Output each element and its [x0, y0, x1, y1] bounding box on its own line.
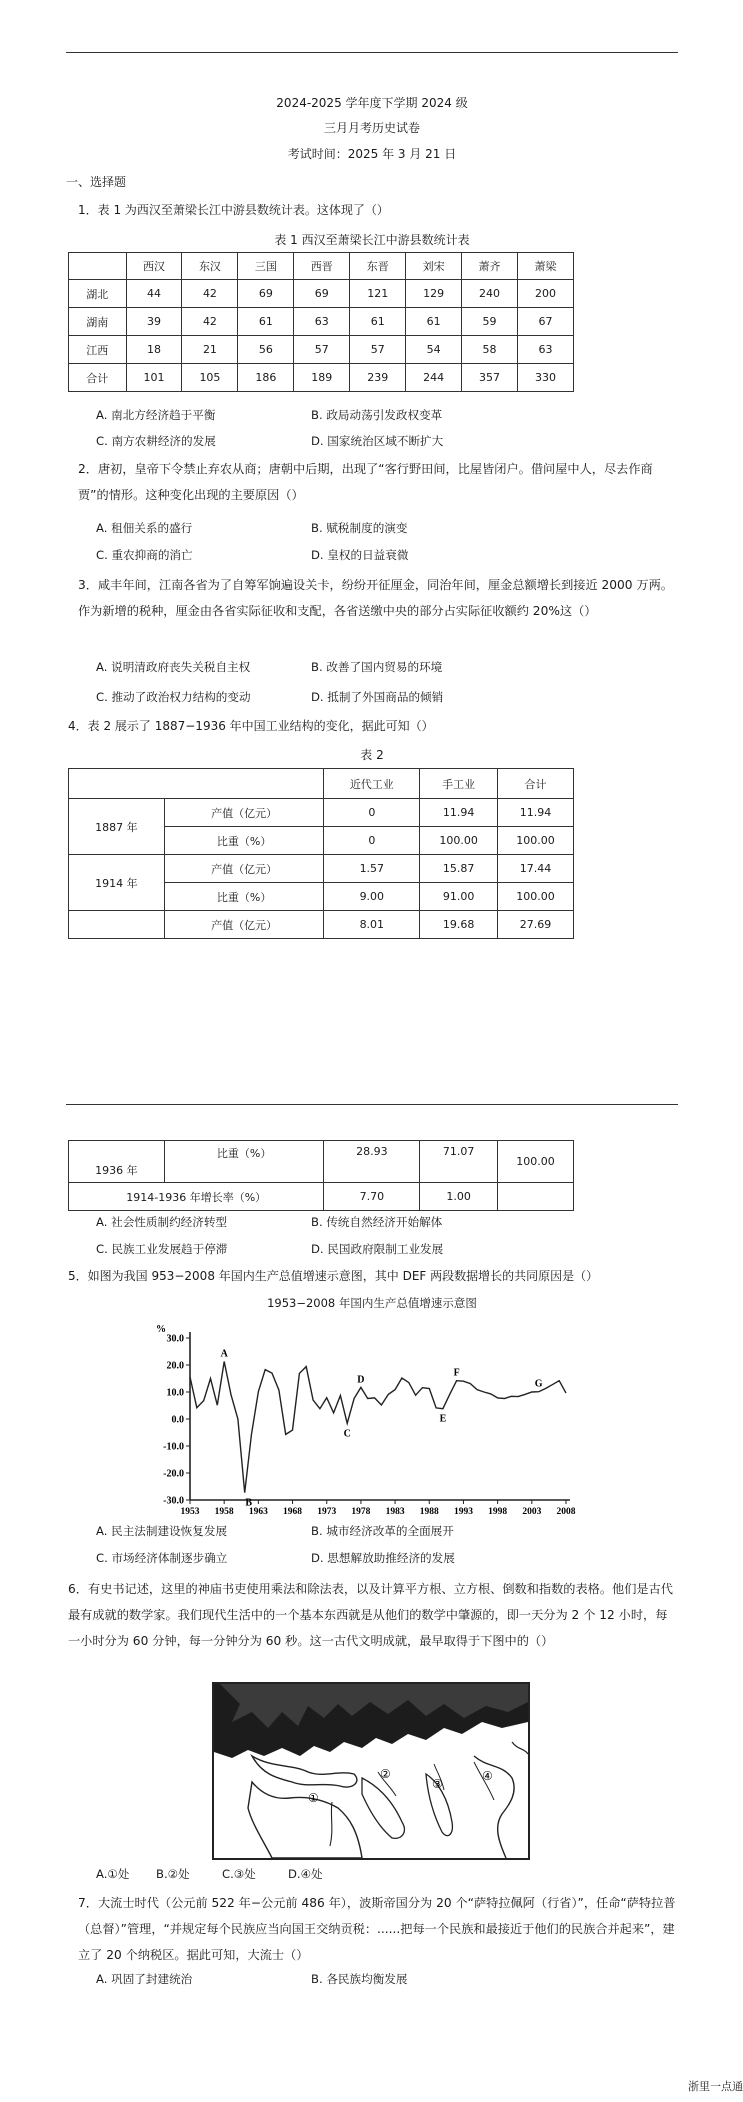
y-tick-label: 0.0: [171, 1414, 184, 1426]
table-1-cell: 44: [126, 280, 182, 308]
table-1-cell: 59: [462, 308, 518, 336]
chart-annotation-f: F: [453, 1367, 460, 1379]
chart-annotation-c: C: [343, 1428, 351, 1440]
exam-title: 三月月考历史试卷: [323, 121, 420, 135]
x-tick-label: 1963: [248, 1507, 268, 1517]
chart-annotation-d: D: [357, 1374, 365, 1386]
table-1-cell: 330: [518, 364, 574, 392]
chart-annotation-a: A: [220, 1348, 228, 1360]
chart-y-unit: %: [156, 1324, 166, 1335]
table-1-cell: 357: [462, 364, 518, 392]
table-2-cell: 27.69: [498, 911, 574, 939]
map-site-4: ④: [482, 1769, 493, 1783]
table-2-cell: 15.87: [420, 855, 498, 883]
table-1-header-cell: 东晋: [350, 253, 406, 280]
table-1-cell: 61: [238, 308, 294, 336]
table-1-row: [69, 364, 574, 392]
y-tick-label: -10.0: [163, 1441, 184, 1453]
table-2-year-1936-label: 1936 年: [95, 1164, 138, 1177]
table-1-cell: 61: [350, 308, 406, 336]
q3-option-c[interactable]: C. 推动了政治权力结构的变动: [96, 690, 251, 704]
question-3-stem: 3．咸丰年间，江南各省为了自筹军饷遍设关卡，纷纷开征厘金，同治年间，厘金总额增长到接近 2000 万两。作为新增的税种，厘金由各省实际征收和支配，各省送缴中央的部分占实际征收额约 20%这（）: [78, 578, 673, 618]
table-1-cell: 56: [238, 336, 294, 364]
table-2-cell: 91.00: [420, 883, 498, 911]
table-1-cell: 239: [350, 364, 406, 392]
top-rule: [66, 52, 678, 53]
ancient-world-map: [212, 1682, 530, 1860]
table-1-cell: 63: [294, 308, 350, 336]
table-2-cell: 9.00: [324, 883, 420, 911]
map-site-3: ③: [432, 1777, 443, 1791]
y-tick-label: -30.0: [163, 1495, 184, 1507]
table-2-cell: 71.07: [420, 1141, 498, 1183]
table-2-year-blank: [69, 911, 165, 939]
table-2-corner: [69, 769, 324, 799]
q6-option-a[interactable]: A.①处: [96, 1867, 130, 1881]
gdp-growth-chart: [148, 1318, 578, 1518]
table-2-cell: 0: [324, 799, 420, 827]
table-1-header-cell: [69, 253, 127, 280]
table-1-cell: 129: [406, 280, 462, 308]
table-1-row-label: 江西: [69, 336, 127, 364]
x-tick-label: 1978: [351, 1507, 371, 1517]
table-1-cell: 58: [462, 336, 518, 364]
table-2-cell: 19.68: [420, 911, 498, 939]
table-1-cell: 57: [294, 336, 350, 364]
table-1-row: [69, 336, 574, 364]
table-2-cell: 7.70: [324, 1183, 420, 1211]
q2-option-c[interactable]: C. 重农抑商的消亡: [96, 548, 193, 562]
table-1-cell: 105: [182, 364, 238, 392]
table-2-cell: 17.44: [498, 855, 574, 883]
chart-x-ticks: [180, 1497, 576, 1517]
table-2-col-handicraft: 手工业: [420, 769, 498, 799]
x-tick-label: 2003: [522, 1507, 542, 1517]
footer-watermark: 浙里一点通: [688, 2080, 743, 2093]
q1-option-b[interactable]: B. 政局动荡引发政权变革: [311, 408, 443, 422]
table-1-cell: 57: [350, 336, 406, 364]
table-1-cell: 54: [406, 336, 462, 364]
table-1-cell: 67: [518, 308, 574, 336]
table-1-cell: 69: [294, 280, 350, 308]
chart-y-ticks: [163, 1334, 190, 1507]
x-tick-label: 1958: [214, 1507, 234, 1517]
table-2-cell: 8.01: [324, 911, 420, 939]
table-2-col-modern: 近代工业: [324, 769, 420, 799]
table-1-cell: 21: [182, 336, 238, 364]
table-2-cell: 1.57: [324, 855, 420, 883]
question-2-stem: 2．唐初，皇帝下令禁止弃农从商；唐朝中后期，出现了“客行野田间，比屋皆闭户。借问屋中人，尽去作商贾”的情形。这种变化出现的主要原因（）: [78, 462, 653, 502]
question-4-stem: 4．表 2 展示了 1887−1936 年中国工业结构的变化，据此可知（）: [68, 719, 434, 733]
table-2-year-1914: 1914 年: [69, 855, 165, 911]
q4-option-a[interactable]: A. 社会性质制约经济转型: [96, 1215, 228, 1229]
y-tick-label: 30.0: [166, 1333, 184, 1345]
table-1-cell: 186: [238, 364, 294, 392]
table-2-label: 比重（%）: [164, 883, 324, 911]
table-1-row: [69, 308, 574, 336]
table-2-label: 比重（%）: [164, 1141, 324, 1183]
section-heading: 一、选择题: [66, 175, 127, 189]
x-tick-label: 1993: [453, 1507, 473, 1517]
gdp-growth-line: [190, 1362, 566, 1493]
q4-option-c[interactable]: C. 民族工业发展趋于停滞: [96, 1242, 228, 1256]
exam-time: 考试时间：2025 年 3 月 21 日: [287, 147, 457, 161]
q2-option-a[interactable]: A. 租佃关系的盛行: [96, 521, 193, 535]
x-tick-label: 2008: [556, 1507, 576, 1517]
table-2-cell: 0: [324, 827, 420, 855]
chart-annotation-e: E: [439, 1413, 447, 1425]
q4-option-b[interactable]: B. 传统自然经济开始解体: [311, 1215, 443, 1229]
q7-option-b[interactable]: B. 各民族均衡发展: [311, 1972, 408, 1986]
y-tick-label: 10.0: [166, 1387, 184, 1399]
table-2-cell: 100.00: [420, 827, 498, 855]
table-1-header-cell: 西晋: [294, 253, 350, 280]
q2-option-d[interactable]: D. 皇权的日益衰微: [311, 548, 409, 562]
q1-option-d[interactable]: D. 国家统治区域不断扩大: [311, 434, 444, 448]
table-2-cell: 100.00: [498, 1141, 574, 1183]
q5-option-b[interactable]: B. 城市经济改革的全面展开: [311, 1524, 454, 1538]
table-1-cell: 240: [462, 280, 518, 308]
table-2-cell: 11.94: [420, 799, 498, 827]
x-tick-label: 1973: [317, 1507, 337, 1517]
q7-option-a[interactable]: A. 巩固了封建统治: [96, 1972, 193, 1986]
q5-option-d[interactable]: D. 思想解放助推经济的发展: [311, 1551, 455, 1565]
table-2-cell: [498, 1183, 574, 1211]
table-1-cell: 42: [182, 308, 238, 336]
table-1-header-cell: 三国: [238, 253, 294, 280]
table-2-label: 产值（亿元）: [164, 799, 324, 827]
table-2-caption: 表 2: [360, 748, 384, 762]
y-tick-label: -20.0: [163, 1468, 184, 1480]
x-tick-label: 1988: [419, 1507, 439, 1517]
table-2-label: 产值（亿元）: [164, 911, 324, 939]
x-tick-label: 1983: [385, 1507, 405, 1517]
table-1-row-label: 湖南: [69, 308, 127, 336]
table-2-part-1: [68, 768, 574, 939]
map-site-1: ①: [308, 1791, 319, 1805]
table-1-header-cell: 东汉: [182, 253, 238, 280]
chart-annotation-b: B: [245, 1497, 253, 1509]
table-1-cell: 121: [350, 280, 406, 308]
table-1-cell: 244: [406, 364, 462, 392]
table-1-cell: 69: [238, 280, 294, 308]
q4-option-d[interactable]: D. 民国政府限制工业发展: [311, 1242, 444, 1256]
table-1-cell: 101: [126, 364, 182, 392]
page-break-rule: [66, 1104, 678, 1105]
q6-option-c[interactable]: C.③处: [222, 1867, 256, 1881]
q1-option-c[interactable]: C. 南方农耕经济的发展: [96, 434, 216, 448]
table-1-row-label: 合计: [69, 364, 127, 392]
table-1-header-cell: 萧齐: [462, 253, 518, 280]
q2-option-b[interactable]: B. 赋税制度的演变: [311, 521, 408, 535]
table-1-caption: 表 1 西汉至萧梁长江中游县数统计表: [274, 233, 470, 247]
x-tick-label: 1998: [488, 1507, 508, 1517]
q3-option-d[interactable]: D. 抵制了外国商品的倾销: [311, 690, 444, 704]
table-1-cell: 61: [406, 308, 462, 336]
table-1-cell: 39: [126, 308, 182, 336]
table-2-part-2: [68, 1140, 574, 1211]
table-1-header-cell: 西汉: [126, 253, 182, 280]
table-2-year-1887: 1887 年: [69, 799, 165, 855]
table-2-year-1936: [69, 1141, 165, 1183]
table-1-row: [69, 280, 574, 308]
table-2-cell: 100.00: [498, 827, 574, 855]
table-1: [68, 252, 574, 392]
table-1-cell: 189: [294, 364, 350, 392]
q1-option-a[interactable]: A. 南北方经济趋于平衡: [96, 408, 216, 422]
y-tick-label: 20.0: [166, 1360, 184, 1372]
q3-option-b[interactable]: B. 改善了国内贸易的环境: [311, 660, 443, 674]
x-tick-label: 1953: [180, 1507, 200, 1517]
table-2-cell: 28.93: [324, 1141, 420, 1183]
table-2-growth-label: 1914-1936 年增长率（%）: [69, 1183, 324, 1211]
table-1-cell: 200: [518, 280, 574, 308]
q6-option-d[interactable]: D.④处: [288, 1867, 323, 1881]
map-site-2: ②: [380, 1767, 391, 1781]
table-1-header-cell: 萧梁: [518, 253, 574, 280]
question-7-stem: 7．大流士时代（公元前 522 年−公元前 486 年），波斯帝国分为 20 个“萨特拉佩阿（行省）”，任命“萨特拉普（总督）”管理，“并规定每个民族应当向国王交纳贡税：......把每一个民族和最接近于他们的民族合并起来”，建立了 20 个纳税区。据此可知，大流士（）: [78, 1896, 676, 1962]
table-1-cell: 63: [518, 336, 574, 364]
chart-annotations: [221, 1348, 543, 1508]
table-2-label: 产值（亿元）: [164, 855, 324, 883]
q6-option-b[interactable]: B.②处: [156, 1867, 190, 1881]
table-2-cell: 100.00: [498, 883, 574, 911]
chart-annotation-g: G: [534, 1378, 543, 1390]
x-tick-label: 1968: [283, 1507, 303, 1517]
table-2-col-total: 合计: [498, 769, 574, 799]
table-2-label: 比重（%）: [164, 827, 324, 855]
table-1-cell: 18: [126, 336, 182, 364]
table-1-header-cell: 刘宋: [406, 253, 462, 280]
table-1-header-row: [69, 253, 574, 280]
chart-title: 1953−2008 年国内生产总值增速示意图: [267, 1296, 477, 1310]
q3-option-a[interactable]: A. 说明清政府丧失关税自主权: [96, 660, 251, 674]
table-1-cell: 42: [182, 280, 238, 308]
question-1-stem: 1．表 1 为西汉至萧梁长江中游县数统计表。这体现了（）: [78, 203, 389, 217]
question-6-stem: 6．有史书记述，这里的神庙书吏使用乘法和除法表，以及计算平方根、立方根、倒数和指数的表格。他们是古代最有成就的数学家。我们现代生活中的一个基本东西就是从他们的数学中肇源的，即一天分为 2 个 12 小时，每一小时分为 60 分钟，每一分钟分为 60 秒。这一古代文明成就，最早取得于下图中的（）: [68, 1582, 673, 1648]
table-1-row-label: 湖北: [69, 280, 127, 308]
question-5-stem: 5．如图为我国 953−2008 年国内生产总值增速示意图，其中 DEF 两段数据增长的共同原因是（）: [68, 1269, 599, 1283]
q5-option-c[interactable]: C. 市场经济体制逐步确立: [96, 1551, 228, 1565]
q5-option-a[interactable]: A. 民主法制建设恢复发展: [96, 1524, 228, 1538]
table-2-cell: 11.94: [498, 799, 574, 827]
exam-grade-line: 2024-2025 学年度下学期 2024 级: [276, 96, 468, 110]
table-2-cell: 1.00: [420, 1183, 498, 1211]
